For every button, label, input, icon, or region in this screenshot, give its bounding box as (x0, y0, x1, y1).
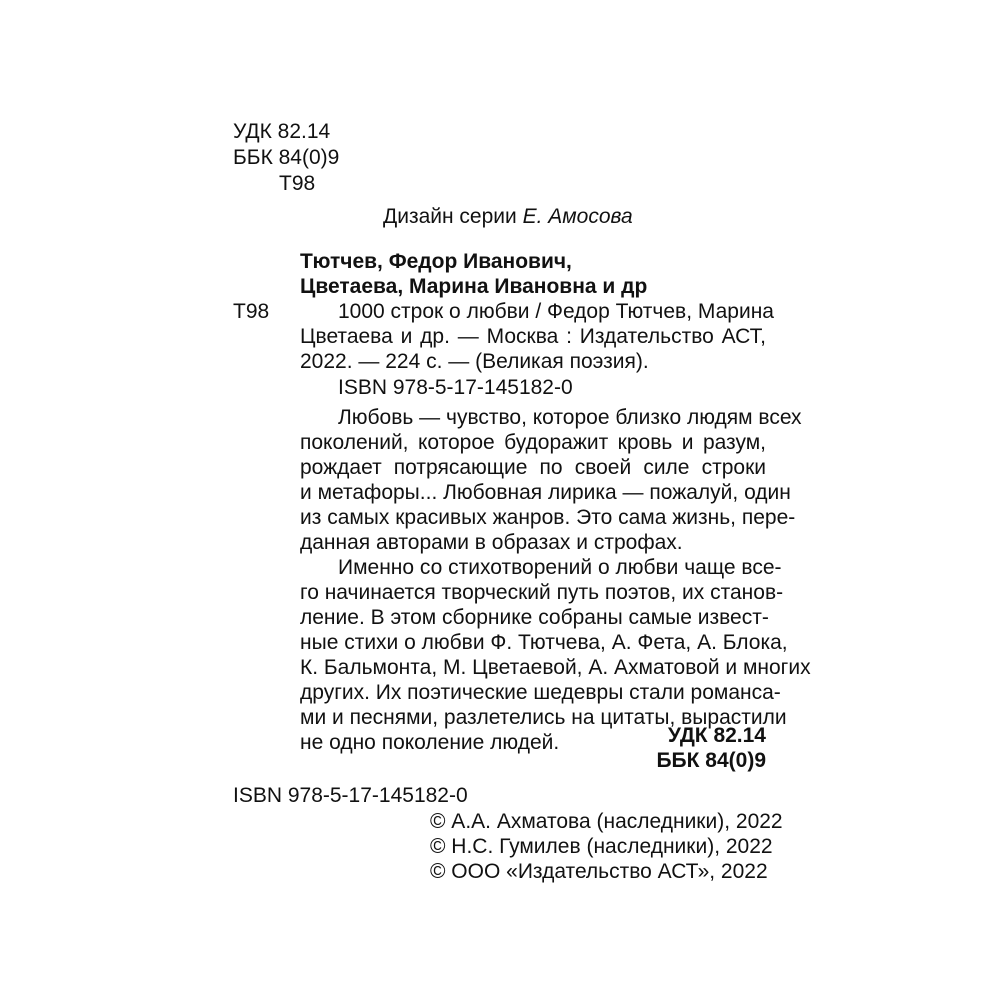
bibliographic-line-2: Цветаева и др. — Москва : Издательство АСТ, (300, 325, 766, 348)
udk-code-bottom: УДК 82.14 (667, 724, 766, 747)
bibliographic-mark: Т98 (233, 300, 270, 323)
annotation-p1-line-4: и метафоры... Любовная лирика — пожалуй, один (300, 481, 791, 504)
bibliographic-line-1: 1000 строк о любви / Федор Тютчев, Марина (338, 300, 774, 323)
annotation-p1-line-3: рождает потрясающие по своей силе строки (300, 456, 766, 479)
annotation-p2-line-3: ление. В этом сборнике собраны самые извест- (300, 606, 769, 629)
isbn-line: ISBN 978-5-17-145182-0 (338, 376, 573, 399)
udk-code: УДК 82.14 (233, 120, 331, 143)
annotation-p1-line-1: Любовь — чувство, которое близко людям всех (338, 406, 802, 429)
design-credit-name: Е. Амосова (522, 205, 633, 228)
annotation-p2-line-2: го начинается творческий путь поэтов, их станов- (300, 581, 784, 604)
annotation-p2-line-7: ми и песнями, разлетелись на цитаты, вырастили (300, 706, 787, 729)
footer-isbn: ISBN 978-5-17-145182-0 (233, 784, 468, 807)
bibliographic-line-3: 2022. — 224 с. — (Великая поэзия). (300, 350, 649, 373)
copyright-line: © ООО «Издательство АСТ», 2022 (430, 860, 768, 883)
annotation-p2-line-6: других. Их поэтические шедевры стали романса- (300, 681, 781, 704)
annotation-p2-line-1: Именно со стихотворений о любви чаще все- (338, 556, 782, 579)
annotation-p2-line-8: не одно поколение людей. (300, 731, 560, 754)
design-credit-label: Дизайн серии (383, 205, 523, 228)
author-mark: Т98 (279, 172, 316, 195)
annotation-p1-line-2: поколений, которое будоражит кровь и разум, (300, 431, 766, 454)
copyright-line: © А.А. Ахматова (наследники), 2022 (430, 810, 783, 833)
design-credit (383, 204, 633, 230)
bbk-code-bottom: ББК 84(0)9 (656, 749, 766, 772)
annotation-p2-line-4: ные стихи о любви Ф. Тютчева, А. Фета, А. Блока, (300, 631, 788, 654)
annotation-p2-line-5: К. Бальмонта, М. Цветаевой, А. Ахматовой и многих (300, 656, 811, 679)
annotation-p1-line-5: из самых красивых жанров. Это сама жизнь, пере- (300, 506, 796, 529)
annotation-p1-line-6: данная авторами в образах и строфах. (300, 531, 683, 554)
author-line-1: Тютчев, Федор Иванович, (300, 250, 572, 273)
copyright-line: © Н.С. Гумилев (наследники), 2022 (430, 835, 773, 858)
bbk-code: ББК 84(0)9 (233, 146, 340, 169)
author-line-2: Цветаева, Марина Ивановна и др (300, 275, 648, 298)
